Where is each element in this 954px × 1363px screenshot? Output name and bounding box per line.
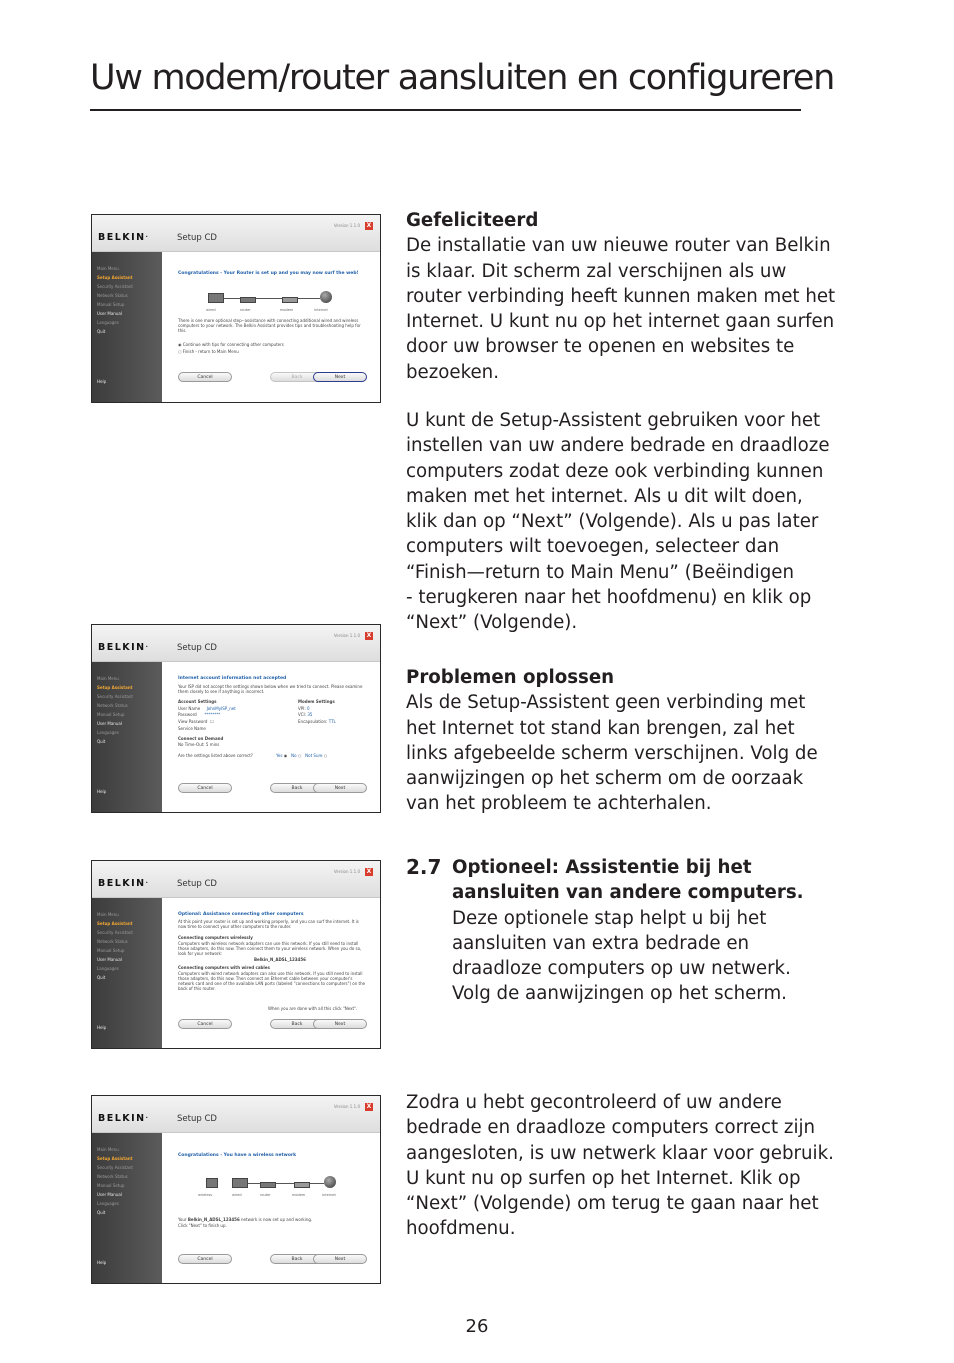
sidebar-item-quit[interactable]: Quit <box>97 739 106 744</box>
sidebar-item-security-assistant[interactable]: Security Assistant <box>97 1165 133 1170</box>
sidebar-item-network-status[interactable]: Network Status <box>97 703 128 708</box>
vpi-row <box>298 706 310 711</box>
close-icon[interactable]: X <box>366 632 372 639</box>
body-line: computers zodat deze ook verbinding kunnen <box>406 460 824 482</box>
sidebar-item-languages[interactable]: Languages <box>97 966 119 971</box>
version-label: Version 1.1.0 <box>333 633 360 638</box>
modem-icon <box>282 297 298 303</box>
body-line: is klaar. Dit scherm zal verschijnen als uw <box>406 260 787 282</box>
dialog-title: Optional: Assistance connecting other computers <box>178 912 304 917</box>
diagram-label: router <box>240 308 251 312</box>
diagram-label: internet <box>314 308 328 312</box>
step-heading-line: aansluiten van andere computers. <box>452 882 804 904</box>
sidebar-item-quit[interactable]: Quit <box>97 975 106 980</box>
back-button[interactable]: Back <box>270 372 324 382</box>
next-button[interactable]: Next <box>313 783 367 793</box>
cancel-button[interactable]: Cancel <box>178 1254 232 1264</box>
sidebar-item-setup-assistant[interactable]: Setup Assistant <box>97 1156 133 1161</box>
next-button[interactable]: Next <box>313 1019 367 1029</box>
click-next-text: Click "Next" to finish up. <box>178 1223 227 1228</box>
back-button[interactable]: Back <box>270 1019 324 1029</box>
sidebar-item-security-assistant[interactable]: Security Assistant <box>97 284 133 289</box>
vci-value[interactable]: 35 <box>307 712 313 717</box>
back-button[interactable]: Back <box>270 1254 324 1264</box>
next-button[interactable]: Next <box>313 1254 367 1264</box>
sidebar-item-setup-assistant[interactable]: Setup Assistant <box>97 685 133 690</box>
dialog-title: Congratulations - Your Router is set up and you may now surf the web! <box>178 271 359 276</box>
sidebar-item-user-manual[interactable]: User Manual <box>97 311 122 316</box>
content-area <box>168 898 374 1048</box>
option-label: Continue with tips for connecting other computers <box>182 342 284 347</box>
belkin-logo: BELKIN. <box>98 878 148 889</box>
help-link[interactable]: Help <box>97 379 107 384</box>
cable-line <box>310 1183 324 1184</box>
window-header <box>92 861 380 898</box>
diagram-label: modem <box>292 1193 306 1197</box>
body-line: “Next” (Volgende). <box>406 612 578 634</box>
network-name: Belkin_N_ADSL_123456 <box>254 957 306 962</box>
dialog-body: There is one more optional step--assistance with connecting additional wired and wireless computers to your network. The Belkin Assistant provides tips and troubleshooting help for this. <box>178 318 361 333</box>
help-link[interactable]: Help <box>97 789 107 794</box>
belkin-logo: BELKIN. <box>98 232 148 243</box>
router-icon <box>260 1182 276 1188</box>
body-line: bedrade en draadloze computers correct zijn <box>406 1117 816 1139</box>
done-note: When you are done with all this click "Next". <box>268 1006 358 1011</box>
sidebar-item-security-assistant[interactable]: Security Assistant <box>97 694 133 699</box>
cable-line <box>248 1183 260 1184</box>
not-sure-option[interactable]: Not Sure <box>305 753 323 758</box>
diagram-label: wireless <box>198 1193 213 1197</box>
diagram-label: modem <box>280 308 294 312</box>
app-label: Setup CD <box>177 643 217 653</box>
body-line: router verbinding heeft kunnen maken met het <box>406 285 836 307</box>
sidebar-item-main-menu[interactable]: Main Menu <box>97 266 119 271</box>
page-title: Uw modem/router aansluiten en configureren <box>90 58 835 98</box>
belkin-logo: BELKIN. <box>98 1113 148 1124</box>
modem-icon <box>294 1182 310 1188</box>
diagram-label: internet <box>322 1193 336 1197</box>
cable-line <box>276 1183 294 1184</box>
screenshot-congratulations <box>91 214 381 403</box>
network-diagram <box>198 1167 348 1197</box>
sidebar-item-main-menu[interactable]: Main Menu <box>97 1147 119 1152</box>
assistant-section <box>406 408 876 636</box>
dialog-title: Congratulations - You have a wireless network <box>178 1153 297 1158</box>
sidebar-item-languages[interactable]: Languages <box>97 1201 119 1206</box>
diagram-label: wired <box>206 308 216 312</box>
body-line: klik dan op “Next” (Volgende). Als u pas later <box>406 511 819 533</box>
dialog-body: Your ISP did not accept the settings shown below when we tried to connect. Please examine them closely to see if anything is incorrect. <box>178 684 363 694</box>
sidebar-item-security-assistant[interactable]: Security Assistant <box>97 930 133 935</box>
sidebar-item-user-manual[interactable]: User Manual <box>97 957 122 962</box>
encapsulation-row <box>298 719 336 724</box>
body-line: draadloze computers op uw netwerk. <box>452 958 791 980</box>
radio-icon[interactable]: ○ <box>178 349 183 354</box>
text-fragment: network is now set up and working. <box>241 1217 313 1222</box>
sidebar-item-network-status[interactable]: Network Status <box>97 939 128 944</box>
field-label: Encapsulation: <box>298 719 328 724</box>
connect-on-demand-heading: Connect on Demand <box>178 736 224 741</box>
body-line: U kunt de Setup-Assistent gebruiken voor het <box>406 410 821 431</box>
sidebar-item-quit[interactable]: Quit <box>97 1210 106 1215</box>
close-icon[interactable]: X <box>366 1103 372 1110</box>
no-option[interactable]: No <box>291 753 297 758</box>
body-line: aansluiten van extra bedrade en <box>452 932 750 954</box>
body-line: Zodra u hebt gecontroleerd of uw andere <box>406 1092 782 1113</box>
page-number: 26 <box>465 1316 489 1337</box>
body-line: “Next” (Volgende) om terug te gaan naar het <box>406 1193 819 1215</box>
field-label: VPI: <box>298 706 306 711</box>
step-body <box>452 855 872 1007</box>
diagram-label: wired <box>232 1193 242 1197</box>
congrats-section <box>406 208 876 385</box>
cable-line <box>224 298 240 299</box>
computer-icon <box>232 1178 248 1188</box>
close-icon[interactable]: X <box>366 868 372 875</box>
field-label: User Name <box>178 706 201 711</box>
sidebar-item-main-menu[interactable]: Main Menu <box>97 676 119 681</box>
body-line: van het probleem te achterhalen. <box>406 793 712 815</box>
body-line: U kunt nu op surfen op het Internet. Klik op <box>406 1167 801 1189</box>
sidebar-item-main-menu[interactable]: Main Menu <box>97 912 119 917</box>
text-fragment: Your <box>178 1217 187 1222</box>
diagram-label: router <box>260 1193 271 1197</box>
title-rule <box>90 109 801 111</box>
body-line: hoofdmenu. <box>406 1218 516 1240</box>
content-area <box>168 662 374 812</box>
field-label: VCI: <box>298 712 307 717</box>
congrats-heading: Gefeliciteerd <box>406 210 539 231</box>
body-line: door uw browser te openen en websites te <box>406 336 795 358</box>
checkbox-icon[interactable]: ☐ <box>210 719 214 724</box>
radio-checked-icon[interactable]: ◉ <box>283 753 288 758</box>
step-heading-line: Optioneel: Assistentie bij het <box>452 857 752 878</box>
window-header <box>92 625 380 662</box>
cancel-button[interactable]: Cancel <box>178 372 232 382</box>
vpi-value[interactable]: 0 <box>306 706 310 711</box>
sidebar-item-quit[interactable]: Quit <box>97 329 106 334</box>
screenshot-optional-assistance <box>91 860 381 1049</box>
next-button[interactable]: Next <box>313 372 367 382</box>
password-row <box>178 712 220 717</box>
field-label: View Password <box>178 719 208 724</box>
cable-line <box>256 298 282 299</box>
network-diagram <box>198 282 348 312</box>
cancel-button[interactable]: Cancel <box>178 1019 232 1029</box>
password-value[interactable]: ******** <box>204 712 221 717</box>
router-icon <box>240 297 256 303</box>
sidebar <box>92 1133 162 1283</box>
body-line: links afgebeelde scherm verschijnen. Volg de <box>406 742 818 764</box>
troubleshoot-heading: Problemen oplossen <box>406 667 615 688</box>
question-text: Are the settings listed above correct? <box>178 753 253 758</box>
belkin-logo: BELKIN. <box>98 642 148 653</box>
view-password-row <box>178 719 214 724</box>
account-settings-heading: Account Settings <box>178 699 217 704</box>
user-name-value[interactable]: JohnMyISP_net <box>206 706 236 711</box>
cancel-button[interactable]: Cancel <box>178 783 232 793</box>
sidebar-item-user-manual[interactable]: User Manual <box>97 721 122 726</box>
sidebar-item-network-status[interactable]: Network Status <box>97 1174 128 1179</box>
close-icon[interactable]: X <box>366 222 372 229</box>
sidebar-item-manual-setup[interactable]: Manual Setup <box>97 712 125 717</box>
sidebar-item-network-status[interactable]: Network Status <box>97 293 128 298</box>
body-line: aanwijzingen op het scherm om de oorzaak <box>406 768 804 790</box>
vci-row <box>298 712 312 717</box>
computer-icon <box>208 293 224 303</box>
body-line: computers wilt toevoegen, selecteer dan <box>406 536 780 558</box>
sidebar-item-languages[interactable]: Languages <box>97 320 119 325</box>
network-ready-text <box>178 1217 312 1222</box>
wired-text: Computers with wired network adapters can also use this network. If you still need to install those adapters, do this now. Then connect an Ethernet cable between your computer's network card and one of the available LAN ports (labeled "connections to computers") on the back of this router. <box>178 971 366 991</box>
option-label: Finish - return to Main Menu <box>182 349 239 354</box>
screenshot-wireless-network <box>91 1095 381 1284</box>
encapsulation-value[interactable]: TTL <box>328 719 336 724</box>
app-label: Setup CD <box>177 879 217 889</box>
done-section <box>406 1090 876 1242</box>
user-name-row <box>178 706 236 711</box>
sidebar-item-setup-assistant[interactable]: Setup Assistant <box>97 921 133 926</box>
radio-icon[interactable]: ○ <box>297 753 302 758</box>
wireless-heading: Connecting computers wirelessly <box>178 935 253 940</box>
body-line: - terugkeren naar het hoofdmenu) en klik op <box>406 587 812 609</box>
sidebar-item-manual-setup[interactable]: Manual Setup <box>97 302 125 307</box>
option-finish[interactable] <box>178 349 239 354</box>
sidebar-item-setup-assistant[interactable]: Setup Assistant <box>97 275 133 280</box>
radio-icon[interactable]: ○ <box>323 753 328 758</box>
network-name: Belkin_N_ADSL_123456 <box>187 1217 240 1222</box>
sidebar <box>92 252 162 402</box>
field-label: Password <box>178 712 197 717</box>
troubleshoot-section <box>406 665 876 817</box>
body-line: aangesloten, is uw netwerk klaar voor gebruik. <box>406 1142 834 1164</box>
body-line: Internet. U kunt nu op het internet gaan surfen <box>406 311 835 333</box>
option-continue[interactable] <box>178 342 284 347</box>
body-line: “Finish—return to Main Menu” (Beëindigen <box>406 561 794 583</box>
wired-heading: Connecting computers with wired cables <box>178 965 270 970</box>
help-link[interactable]: Help <box>97 1260 107 1265</box>
app-label: Setup CD <box>177 1114 217 1124</box>
sidebar <box>92 662 162 812</box>
screenshot-account-not-accepted <box>91 624 381 813</box>
body-line: Als de Setup-Assistent geen verbinding met <box>406 692 806 714</box>
cable-line <box>298 298 320 299</box>
body-line: bezoeken. <box>406 361 499 383</box>
back-button[interactable]: Back <box>270 783 324 793</box>
version-label: Version 1.1.0 <box>333 1104 360 1109</box>
sidebar-item-user-manual[interactable]: User Manual <box>97 1192 122 1197</box>
sidebar-item-manual-setup[interactable]: Manual Setup <box>97 1183 125 1188</box>
version-label: Version 1.1.0 <box>333 223 360 228</box>
help-link[interactable]: Help <box>97 1025 107 1030</box>
radio-checked-icon[interactable]: ◉ <box>178 342 183 347</box>
body-line: Deze optionele stap helpt u bij het <box>452 907 767 929</box>
body-line: instellen van uw andere bedrade en draadloze <box>406 435 830 457</box>
connect-on-demand-value: No Time-Out: 5 mins <box>178 742 220 747</box>
globe-icon <box>320 291 332 303</box>
app-label: Setup CD <box>177 233 217 243</box>
sidebar-item-languages[interactable]: Languages <box>97 730 119 735</box>
laptop-icon <box>206 1178 218 1188</box>
window-header <box>92 215 380 252</box>
modem-settings-heading: Modem Settings <box>298 699 335 704</box>
version-label: Version 1.1.0 <box>333 869 360 874</box>
sidebar <box>92 898 162 1048</box>
yes-option[interactable]: Yes <box>276 753 283 758</box>
window-header <box>92 1096 380 1133</box>
wireless-text: Computers with wireless network adapters can use this network. If you still need to install those adapters, do this now. Then connect them to your wireless network. When you do so, look for your network: <box>178 941 362 956</box>
answer-options <box>276 753 327 758</box>
intro-text: At this point your router is set up and working properly, and you can surf the internet. It is now time to connect your other computers to the router. <box>178 919 359 929</box>
service-name-label: Service Name <box>178 726 206 731</box>
content-area <box>168 252 374 402</box>
sidebar-item-manual-setup[interactable]: Manual Setup <box>97 948 125 953</box>
globe-icon <box>324 1176 336 1188</box>
dialog-title: Internet account information not accepted <box>178 676 287 681</box>
body-line: maken met het internet. Als u dit wilt doen, <box>406 485 803 507</box>
content-area <box>168 1133 374 1283</box>
body-line: Volg de aanwijzingen op het scherm. <box>452 983 787 1005</box>
body-line: De installatie van uw nieuwe router van Belkin <box>406 235 831 257</box>
step-number: 2.7 <box>406 855 442 879</box>
body-line: het Internet tot stand kan brengen, zal het <box>406 717 795 739</box>
